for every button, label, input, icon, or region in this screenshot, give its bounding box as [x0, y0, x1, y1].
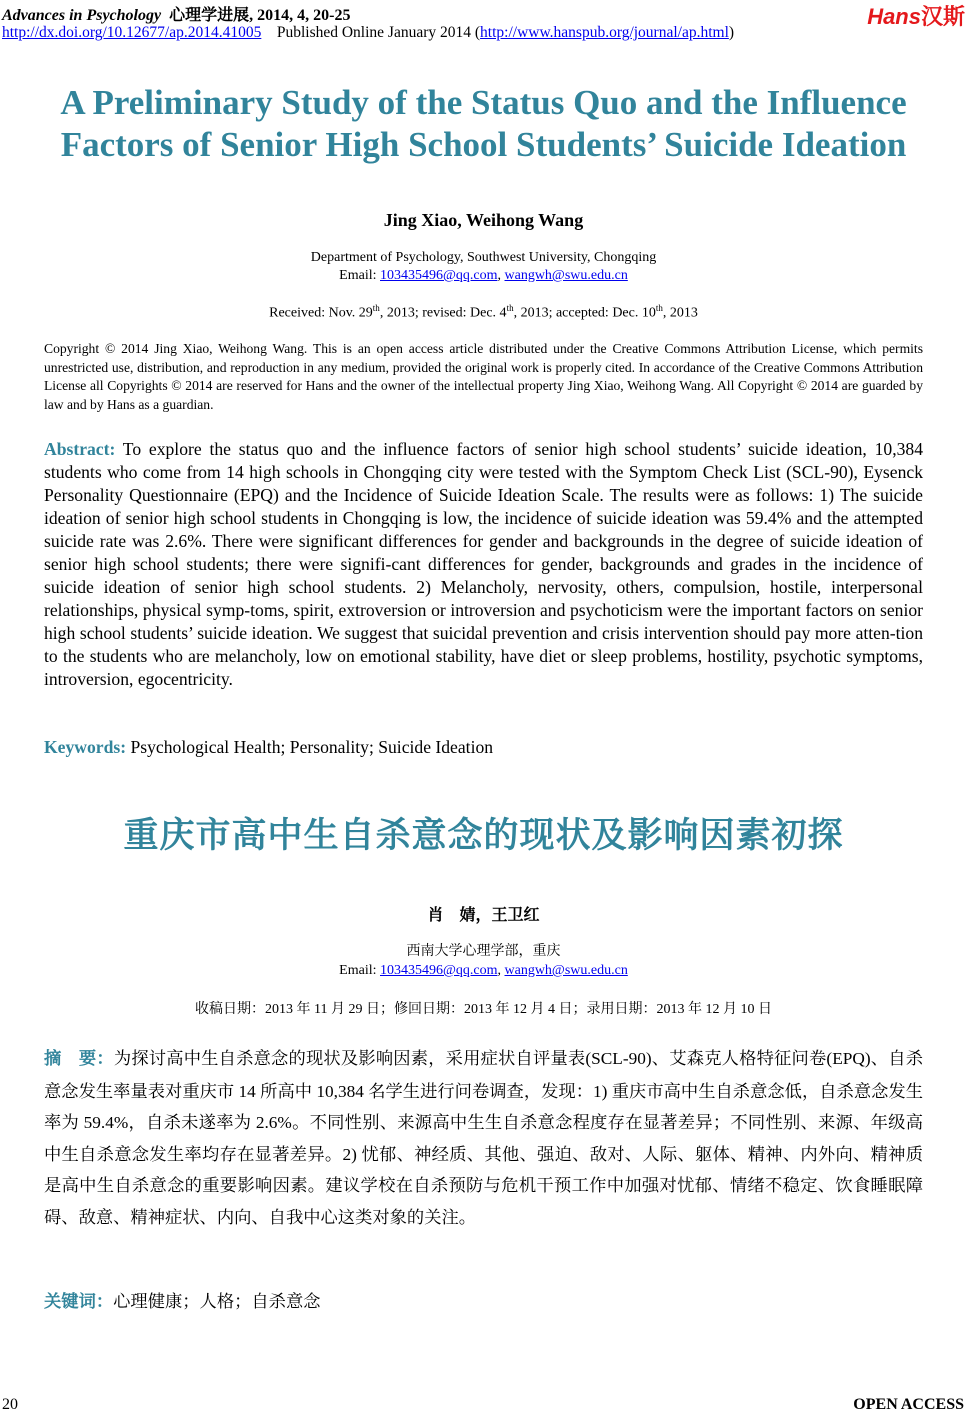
paren-close: ) — [728, 24, 735, 41]
chinese-abstract-text: 为探讨高中生自杀意念的现状及影响因素，采用症状自评量表(SCL-90)、艾森克人格特征问卷(EPQ)、自杀意念发生率量表对重庆市 14 所高中 10,384 名学生进行问卷调查，发现：1) 重庆市高中生自杀意念低，自杀意念发生率为 59.4%，自杀未遂率为 2.6%。不同性别、来源高中生生自杀意念程度存在显著差异；不同性别、来源、年级高中生自杀意念发生率均存在显著差异。2) 忧郁、神经质、其他、强迫、敌对、人际、躯体、精神、内外向、精神质是高中生自杀意念的重要影响因素。建议学校在自杀预防与危机干预工作中加强对忧郁、情绪不稳定、饮食睡眠障碍、敌意、精神症状、内向、自我中心这类对象的关注。 — [44, 1049, 923, 1227]
copyright-notice: Copyright © 2014 Jing Xiao, Weihong Wang. This is an open access article distributed under the Creative Commons Attribution License, which permits unrestricted use, distribution, and reproduction in any medium, provided the original work is properly cited. In accordance of the Creative Commons Attribution License all Copyrights © 2014 are reserved for Hans and the owner of the intellectual property Jing Xiao, Weihong Wang. All Copyright © 2014 are guarded by law and by Hans as a guardian. — [44, 341, 923, 413]
revised-part: , 2013; revised: Dec. 4 — [379, 305, 507, 321]
chinese-affiliation: 西南大学心理学部，重庆 — [406, 944, 561, 959]
chinese-email-line — [0, 961, 967, 980]
chinese-received-dates: 收稿日期：2013 年 11 月 29 日；修回日期：2013 年 12 月 4 日；录用日期：2013 年 12 月 10 日 — [195, 1002, 772, 1017]
email-label: Email: — [339, 268, 380, 283]
authors: Jing Xiao, Weihong Wang — [383, 210, 584, 230]
journal-name: Advances in Psychology — [2, 7, 162, 24]
title-line-1: A Preliminary Study of the Status Quo and the Influence — [60, 83, 907, 122]
open-access-label: OPEN ACCESS — [853, 1396, 964, 1413]
logo-en: Hans — [867, 4, 921, 29]
chinese-keywords — [44, 1287, 321, 1312]
affiliation-block — [0, 249, 967, 285]
abstract-text: To explore the status quo and the influence factors of senior high school students’ suicide ideation, 10,384 students who come from 14 high schools in Chongqing city were tested with the Symptom Check List (SCL-90), Eysenck Personality Questionnaire (EPQ) and the Incidence of Suicide Ideation Scale. The results were as follows: 1) The suicide ideation of senior high school students in Chongqing is low, the incidence of suicide ideation was 59.4% and the attempted suicide rate was 2.6%. There were significant differences for gender and backgrounds in the degree of suicide ideation of senior high school students; there were signifi-cant differences for gender, backgrounds and grades in the incidence of suicide ideation of senior high school students. 2) Melancholy, nervosity, others, compulsion, hostile, interpersonal relationships, physical symp-toms, spirit, extroversion or introversion and psychoticism were the important factors on senior high school students’ suicide ideation. We suggest that suicidal prevention and crisis intervention should pay more atten-tion to the students who are melancholy, low on emotional stability, have diet or sleep problems, hostility, psychotic symptoms, introversion, egocentricity. — [44, 439, 923, 689]
email-label: Email: — [339, 963, 380, 978]
publication-info — [2, 24, 734, 42]
abstract-label: Abstract: — [44, 439, 116, 459]
logo-cn: 汉斯 — [920, 4, 965, 29]
chinese-keywords-label: 关键词： — [44, 1292, 114, 1312]
page-number: 20 — [2, 1396, 18, 1413]
journal-citation: , 2014, 4, 20-25 — [249, 7, 351, 24]
chinese-keywords-text: 心理健康；人格；自杀意念 — [113, 1292, 321, 1311]
email-link-1[interactable]: 103435496@qq.com — [380, 963, 498, 978]
year-part: , 2013 — [662, 305, 698, 321]
journal-name-cn: 心理学进展 — [169, 7, 250, 24]
received-dates — [0, 303, 967, 322]
abstract — [44, 438, 923, 691]
email-link-2[interactable]: wangwh@swu.edu.cn — [504, 963, 628, 978]
hans-logo — [867, 0, 965, 31]
affiliation: Department of Psychology, Southwest University, Chongqing — [310, 250, 657, 265]
received-part: Received: Nov. 29 — [269, 305, 373, 321]
chinese-authors: 肖 婧，王卫红 — [427, 905, 540, 924]
ordinal-sup: th — [372, 303, 380, 313]
chinese-title: 重庆市高中生自杀意念的现状及影响因素初探 — [123, 816, 844, 856]
email-link-1[interactable]: 103435496@qq.com — [380, 268, 498, 283]
doi-link[interactable]: http://dx.doi.org/10.12677/ap.2014.41005 — [2, 24, 262, 41]
journal-url-link[interactable]: http://www.hanspub.org/journal/ap.html — [480, 24, 729, 41]
chinese-abstract-label: 摘 要： — [44, 1049, 114, 1069]
chinese-abstract — [44, 1043, 923, 1233]
email-separator: , — [497, 268, 505, 283]
ordinal-sup: th — [655, 303, 663, 313]
accepted-part: , 2013; accepted: Dec. 10 — [513, 305, 656, 321]
email-separator: , — [497, 963, 505, 978]
email-link-2[interactable]: wangwh@swu.edu.cn — [504, 268, 628, 283]
keywords — [44, 737, 493, 758]
ordinal-sup: th — [506, 303, 514, 313]
published-online: Published Online January 2014 ( — [276, 24, 481, 41]
chinese-affiliation-block — [0, 942, 967, 980]
email-line — [0, 267, 967, 285]
title-line-2: Factors of Senior High School Students’ Suicide Ideation — [60, 125, 907, 164]
paper-title — [0, 82, 967, 166]
keywords-text: Psychological Health; Personality; Suicide Ideation — [126, 737, 494, 757]
keywords-label: Keywords: — [44, 737, 127, 757]
journal-header — [2, 2, 350, 25]
